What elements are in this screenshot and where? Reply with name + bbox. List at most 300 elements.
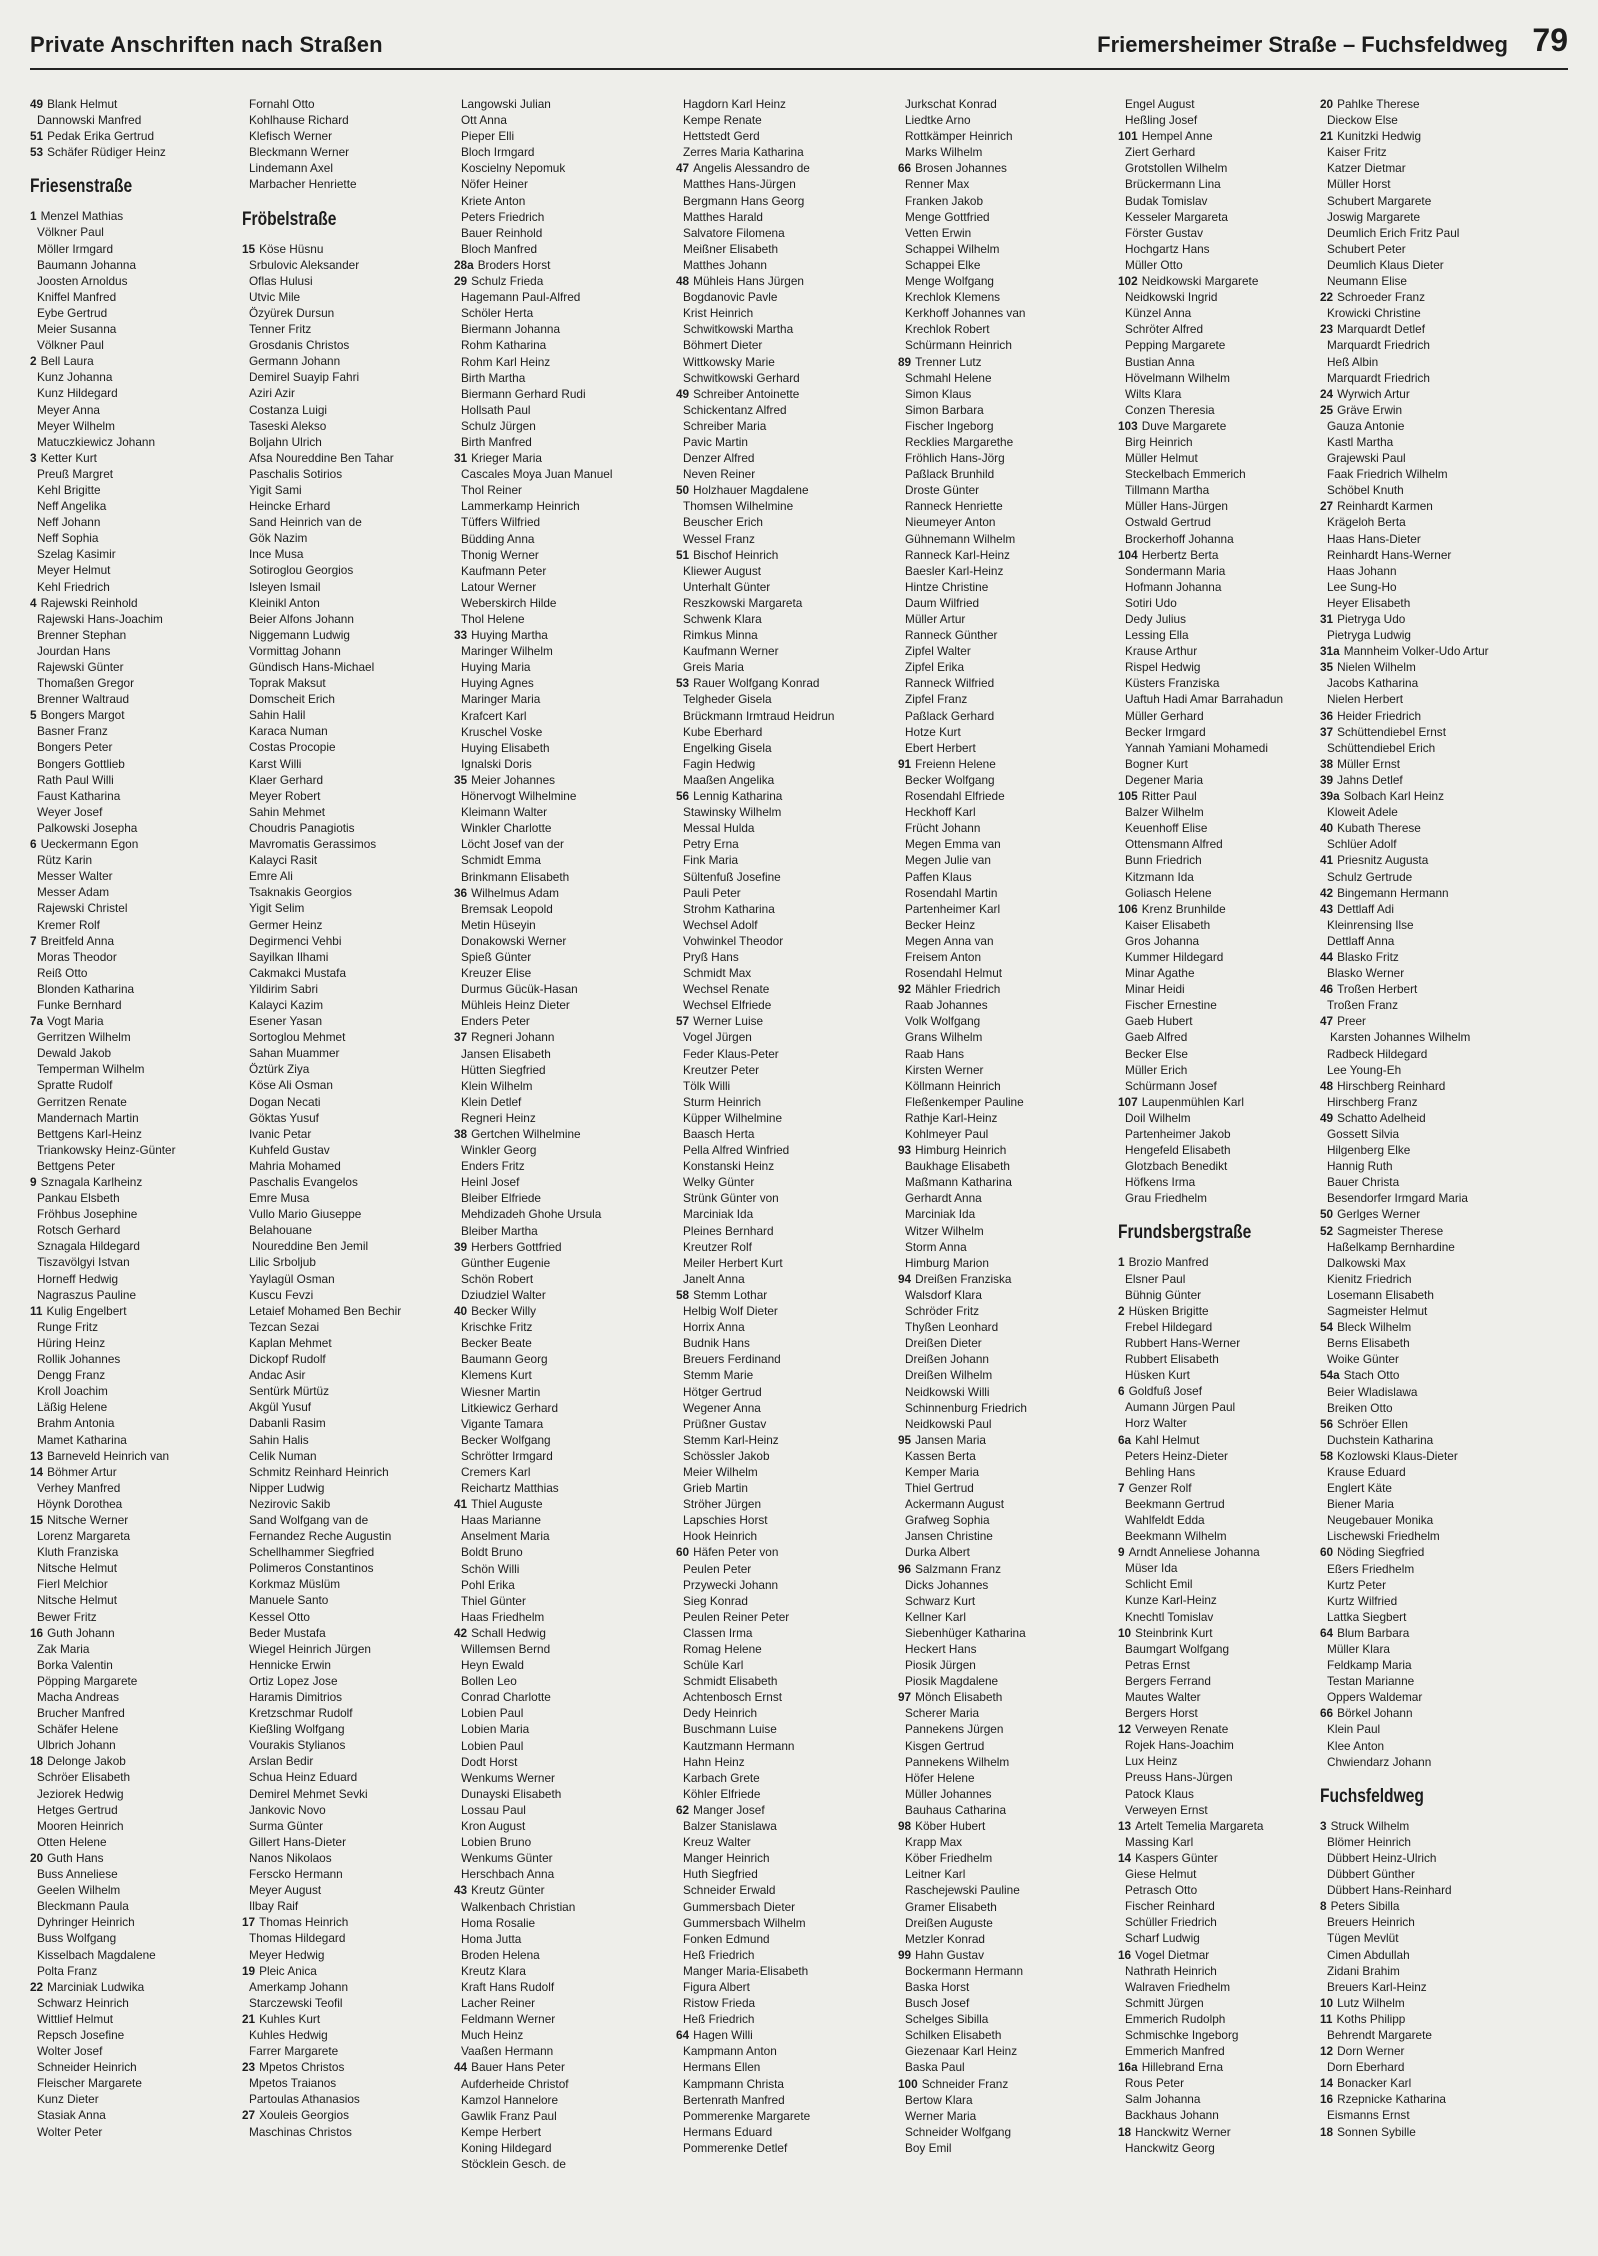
address-entry (242, 2124, 452, 2140)
resident-name: Kurtz Peter (1327, 1577, 1387, 1592)
address-entry (1320, 176, 1530, 192)
resident-name: Simon Klaus (905, 386, 972, 401)
address-entry (1118, 836, 1328, 852)
resident-name: Schinnenburg Friedrich (905, 1400, 1027, 1415)
resident-name: Karst Willi (249, 756, 302, 771)
address-entry (1118, 1866, 1328, 1882)
address-entry (30, 917, 240, 933)
address-entry (30, 498, 240, 514)
address-entry (242, 160, 452, 176)
address-entry (1118, 579, 1328, 595)
resident-name: Schüttendiebel Erich (1327, 740, 1436, 755)
address-entry (1118, 386, 1328, 402)
resident-name: Rispel Hedwig (1125, 660, 1201, 675)
resident-name: Müller Otto (1125, 257, 1183, 272)
resident-name: Petras Ernst (1125, 1657, 1190, 1672)
address-entry (898, 691, 1108, 707)
address-entry (1118, 128, 1328, 144)
address-entry (242, 723, 452, 739)
house-number: 40 (1320, 821, 1334, 836)
address-entry (1320, 1367, 1530, 1383)
address-entry (1320, 434, 1530, 450)
address-entry (454, 450, 664, 466)
house-number: 12 (1118, 1722, 1132, 1737)
address-entry (1320, 1657, 1530, 1673)
house-number: 43 (1320, 901, 1334, 916)
address-entry (242, 1609, 452, 1625)
address-entry (1320, 1239, 1530, 1255)
address-entry (1118, 1158, 1328, 1174)
address-entry (30, 369, 240, 385)
address-entry (898, 1287, 1108, 1303)
address-entry (1118, 1415, 1328, 1431)
address-entry (676, 1013, 886, 1029)
resident-name: Yaylagül Osman (249, 1271, 335, 1286)
address-entry (676, 1255, 886, 1271)
resident-name: Arndt Anneliese Johanna (1128, 1545, 1260, 1560)
resident-name: Dannowski Manfred (37, 113, 142, 128)
resident-name: Kliewer August (683, 563, 762, 578)
address-entry (454, 885, 664, 901)
house-number: 5 (30, 708, 37, 723)
resident-name: Neidkowski Margarete (1141, 274, 1259, 289)
resident-name: Kreutz Günter (471, 1883, 545, 1898)
resident-name: Köber Friedhelm (905, 1851, 993, 1866)
house-number: 53 (676, 676, 690, 691)
resident-name: Birg Heinrich (1125, 434, 1193, 449)
resident-name: Schröer Elisabeth (37, 1770, 131, 1785)
resident-name: Karsten Johannes Wilhelm (1330, 1030, 1471, 1045)
resident-name: Menge Gottfried (905, 209, 990, 224)
house-number: 33 (454, 628, 468, 643)
address-entry (454, 2027, 664, 2043)
address-entry (676, 257, 886, 273)
resident-name: Siebenhüger Katharina (905, 1625, 1026, 1640)
resident-name: Schneider Franz (921, 2076, 1009, 2091)
address-entry (30, 1061, 240, 1077)
resident-name: Homa Jutta (461, 1931, 522, 1946)
address-entry (898, 804, 1108, 820)
resident-name: Bauer Hans Peter (471, 2060, 565, 2075)
resident-name: Vaaßen Hermann (461, 2044, 554, 2059)
resident-name: Kaufmann Peter (461, 563, 547, 578)
address-entry (454, 386, 664, 402)
resident-name: Degirmenci Vehbi (249, 933, 342, 948)
address-entry (676, 1512, 886, 1528)
resident-name: Ebert Herbert (905, 740, 976, 755)
resident-name: Sahin Halis (249, 1432, 309, 1447)
resident-name: Müller Ernst (1337, 756, 1401, 771)
resident-name: Ignalski Doris (461, 756, 532, 771)
address-entry (242, 836, 452, 852)
resident-name: Thol Reiner (461, 483, 522, 498)
resident-name: Nezirovic Sakib (249, 1496, 331, 1511)
resident-name: Fornahl Otto (249, 97, 315, 111)
house-number: 31 (454, 451, 468, 466)
house-number: 100 (898, 2076, 918, 2091)
address-entry (454, 659, 664, 675)
address-entry (898, 2011, 1108, 2027)
resident-name: Schürmann Josef (1125, 1078, 1217, 1093)
resident-name: Kastl Martha (1327, 434, 1394, 449)
resident-name: Dyhringer Heinrich (37, 1915, 135, 1930)
resident-name: Kuhfeld Gustav (249, 1142, 330, 1157)
address-entry (242, 418, 452, 434)
resident-name: Yigit Selim (249, 901, 305, 916)
address-entry (454, 2059, 664, 2075)
address-entry (1320, 112, 1530, 128)
address-entry (454, 1577, 664, 1593)
address-entry (30, 305, 240, 321)
page-header (30, 22, 1568, 70)
address-entry (30, 691, 240, 707)
address-entry (898, 1400, 1108, 1416)
resident-name: Pöpping Margarete (37, 1673, 138, 1688)
resident-name: Kehl Friedrich (37, 579, 110, 594)
resident-name: Reinhardt Hans-Werner (1327, 547, 1452, 562)
address-entry (1118, 659, 1328, 675)
resident-name: Franken Jakob (905, 193, 984, 208)
resident-name: Wilts Klara (1125, 386, 1182, 401)
resident-name: Preuss Hans-Jürgen (1125, 1770, 1233, 1785)
resident-name: Müller Hans-Jürgen (1125, 499, 1228, 514)
address-entry (30, 1914, 240, 1930)
address-entry (676, 627, 886, 643)
resident-name: Brockerhoff Johanna (1125, 531, 1234, 546)
address-entry (1118, 434, 1328, 450)
address-entry (454, 1738, 664, 1754)
resident-name: Scherer Maria (905, 1706, 980, 1721)
address-entry (242, 1061, 452, 1077)
address-entry (242, 1898, 452, 1914)
resident-name: Baumann Johanna (37, 257, 137, 272)
address-entry (454, 1416, 664, 1432)
resident-name: Kaplan Mehmet (249, 1335, 332, 1350)
address-entry (898, 1882, 1108, 1898)
resident-name: Rütz Karin (37, 853, 93, 868)
address-entry (242, 2091, 452, 2107)
address-entry (1320, 1914, 1530, 1930)
resident-name: Kuscu Fevzi (249, 1287, 314, 1302)
address-entry (1118, 1367, 1328, 1383)
resident-name: Lessing Ella (1125, 628, 1189, 643)
address-entry (676, 563, 886, 579)
resident-name: Mühleis Hans Jürgen (693, 274, 804, 289)
address-entry (898, 1947, 1108, 1963)
resident-name: Gawlik Franz Paul (461, 2108, 557, 2123)
resident-name: Engel August (1125, 97, 1195, 111)
resident-name: Arslan Bedir (249, 1754, 314, 1769)
address-entry (242, 756, 452, 772)
resident-name: Simon Barbara (905, 402, 984, 417)
resident-name: Tiszavölgyi Istvan (37, 1255, 130, 1270)
resident-name: Kessel Otto (249, 1609, 310, 1624)
resident-name: Solbach Karl Heinz (1343, 789, 1445, 804)
address-entry (676, 1287, 886, 1303)
address-entry (242, 1866, 452, 1882)
resident-name: Meyer Helmut (37, 563, 111, 578)
resident-name: Baukhage Elisabeth (905, 1159, 1010, 1174)
address-entry (454, 466, 664, 482)
house-number: 24 (1320, 386, 1334, 401)
address-entry (30, 1689, 240, 1705)
resident-name: Messer Adam (37, 885, 110, 900)
resident-name: Heß Friedrich (683, 1947, 755, 1962)
address-entry (242, 1335, 452, 1351)
resident-name: Lattka Siegbert (1327, 1609, 1407, 1624)
address-entry (676, 611, 886, 627)
address-entry (676, 1223, 886, 1239)
address-entry (30, 1882, 240, 1898)
address-entry (1118, 1351, 1328, 1367)
address-entry (242, 1415, 452, 1431)
resident-name: Baska Horst (905, 1979, 970, 1994)
resident-name: Noureddine Ben Jemil (252, 1239, 369, 1254)
resident-name: Schäfer Rüdiger Heinz (47, 145, 166, 160)
address-entry (898, 1641, 1108, 1657)
resident-name: Raab Johannes (905, 998, 988, 1013)
resident-name: Oppers Waldemar (1327, 1690, 1423, 1705)
house-number: 36 (454, 885, 468, 900)
address-entry (898, 209, 1108, 225)
resident-name: Walkenbach Christian (461, 1899, 576, 1914)
resident-name: Rous Peter (1125, 2076, 1185, 2091)
resident-name: Dicks Johannes (905, 1577, 989, 1592)
address-entry (898, 1512, 1108, 1528)
resident-name: Köse Ali Osman (249, 1078, 333, 1093)
resident-name: Krause Eduard (1327, 1464, 1406, 1479)
resident-name: Steckelbach Emmerich (1125, 467, 1246, 482)
address-entry (242, 2027, 452, 2043)
resident-name: Willemsen Bernd (461, 1642, 551, 1656)
address-entry (242, 997, 452, 1013)
resident-name: Mönch Elisabeth (915, 1690, 1003, 1705)
address-entry (1118, 402, 1328, 418)
address-entry (1320, 1029, 1530, 1045)
address-entry (242, 1142, 452, 1158)
resident-name: Nathrath Heinrich (1125, 1963, 1217, 1978)
address-entry (1118, 852, 1328, 868)
resident-name: Schmitt Jürgen (1125, 1995, 1204, 2010)
resident-name: Kellner Karl (905, 1609, 966, 1624)
address-entry (676, 1464, 886, 1480)
address-entry (676, 1689, 886, 1705)
resident-name: Esener Yasan (249, 1014, 323, 1029)
resident-name: Gummersbach Wilhelm (683, 1915, 806, 1930)
resident-name: Haramis Dimitrios (249, 1690, 343, 1704)
resident-name: Boy Emil (905, 2140, 952, 2155)
address-entry (454, 2043, 664, 2059)
address-entry (454, 1593, 664, 1609)
resident-name: Fischer Reinhard (1125, 1899, 1215, 1914)
resident-name: Hagemann Paul-Alfred (461, 290, 581, 305)
resident-name: Emre Ali (249, 869, 293, 884)
resident-name: Bleckmann Werner (249, 145, 350, 160)
resident-name: Schwarz Heinrich (37, 1995, 129, 2010)
resident-name: Lobien Paul (461, 1738, 524, 1753)
address-entry (676, 1190, 886, 1206)
address-entry (454, 2011, 664, 2027)
resident-name: Bergmann Hans Georg (683, 193, 805, 208)
address-entry (30, 1335, 240, 1351)
address-entry (898, 1158, 1108, 1174)
resident-name: Hotze Kurt (905, 724, 961, 739)
address-entry (1320, 1689, 1530, 1705)
address-entry (1118, 917, 1328, 933)
resident-name: Kemper Maria (905, 1464, 980, 1479)
address-entry (898, 289, 1108, 305)
resident-name: Hagen Willi (693, 2028, 753, 2043)
resident-name: Budak Tomislav (1125, 193, 1208, 208)
address-entry (676, 1416, 886, 1432)
address-entry (454, 160, 664, 176)
address-entry (30, 1576, 240, 1592)
resident-name: Gündisch Hans-Michael (249, 660, 375, 674)
address-entry (676, 1947, 886, 1963)
address-entry (454, 1834, 664, 1850)
address-entry (30, 595, 240, 611)
address-entry (898, 1754, 1108, 1770)
resident-name: Spieß Günter (461, 949, 532, 964)
address-entry (454, 1335, 664, 1351)
resident-name: Minar Agathe (1125, 966, 1195, 981)
address-entry (242, 402, 452, 418)
address-entry (30, 1351, 240, 1367)
address-entry (242, 1850, 452, 1866)
address-entry (454, 1255, 664, 1271)
address-entry (242, 2075, 452, 2091)
resident-name: Becker Beate (461, 1336, 532, 1351)
address-entry (454, 1544, 664, 1560)
house-number: 13 (1118, 1818, 1132, 1833)
resident-name: Stemm Marie (683, 1368, 754, 1383)
resident-name: Temperman Wilhelm (37, 1062, 145, 1077)
resident-name: Haßelkamp Bernhardine (1327, 1239, 1455, 1254)
address-entry (242, 1689, 452, 1705)
address-entry (242, 1190, 452, 1206)
resident-name: Behling Hans (1125, 1464, 1196, 1479)
resident-name: Freienn Helene (915, 756, 996, 771)
resident-name: Meißner Elisabeth (683, 241, 779, 256)
address-entry (454, 804, 664, 820)
resident-name: Kron August (461, 1819, 526, 1834)
resident-name: Peulen Peter (683, 1561, 752, 1576)
address-entry (1320, 1206, 1530, 1222)
resident-name: Herbertz Berta (1141, 547, 1219, 562)
resident-name: Manger Maria-Elisabeth (683, 1963, 809, 1978)
resident-name: Meier Johannes (471, 772, 556, 787)
address-entry (242, 1802, 452, 1818)
address-entry (1320, 627, 1530, 643)
address-entry (676, 1673, 886, 1689)
resident-name: Huying Agnes (461, 676, 534, 691)
resident-name: Dreißen Johann (905, 1352, 989, 1367)
resident-name: Pietryga Ludwig (1327, 628, 1411, 643)
resident-name: Bleckmann Paula (37, 1899, 129, 1914)
address-entry (1320, 1142, 1530, 1158)
address-entry (242, 1818, 452, 1834)
resident-name: Conzen Theresia (1125, 402, 1215, 417)
resident-name: Schön Robert (461, 1271, 534, 1286)
address-entry (1118, 1673, 1328, 1689)
resident-name: Schürmann Heinrich (905, 338, 1012, 353)
resident-name: Dreißen Franziska (915, 1271, 1012, 1286)
resident-name: Dunayski Elisabeth (461, 1786, 562, 1801)
resident-name: Zipfel Erika (905, 660, 965, 675)
address-entry (1320, 1271, 1530, 1287)
resident-name: Petry Erna (683, 837, 739, 852)
resident-name: Sand Wolfgang van de (249, 1512, 369, 1527)
address-entry (676, 1657, 886, 1673)
resident-name: Sültenfuß Josefine (683, 869, 781, 884)
house-number: 38 (1320, 756, 1334, 771)
resident-name: Sayilkan Ilhami (249, 949, 329, 964)
resident-name: Pohl Erika (461, 1577, 515, 1592)
address-entry (898, 756, 1108, 772)
resident-name: Dickopf Rudolf (249, 1352, 326, 1367)
resident-name: Schulz Jürgen (461, 418, 536, 433)
resident-name: Storm Anna (905, 1239, 967, 1254)
resident-name: Mautes Walter (1125, 1690, 1201, 1704)
resident-name: Schlüer Adolf (1327, 837, 1397, 852)
address-entry (898, 1367, 1108, 1383)
resident-name: Metzler Konrad (905, 1931, 985, 1946)
resident-name: Frebel Hildegard (1125, 1319, 1213, 1334)
resident-name: Eybe Gertrud (37, 305, 108, 320)
resident-name: Neff Johann (37, 515, 101, 530)
address-entry (898, 611, 1108, 627)
resident-name: Pauli Peter (683, 885, 741, 900)
resident-name: Ostwald Gertrud (1125, 515, 1211, 530)
resident-name: Germer Heinz (249, 917, 323, 932)
resident-name: Becker Willy (471, 1304, 537, 1319)
address-entry (454, 1448, 664, 1464)
house-number: 16a (1118, 2060, 1138, 2075)
address-entry (898, 1963, 1108, 1979)
resident-name: Völkner Paul (37, 338, 104, 353)
house-number: 16 (30, 1625, 44, 1640)
resident-name: Wiesner Martin (461, 1384, 541, 1399)
column-6 (1118, 96, 1328, 2156)
address-entry (898, 2108, 1108, 2124)
resident-name: Fröhbus Josephine (37, 1207, 138, 1222)
address-entry (676, 1544, 886, 1560)
address-entry (30, 1512, 240, 1528)
resident-name: Dettlaff Adi (1337, 901, 1394, 916)
resident-name: Hook Heinrich (683, 1529, 758, 1544)
address-entry (454, 337, 664, 353)
resident-name: Pedak Erika Gertrud (47, 129, 154, 144)
address-entry (898, 193, 1108, 209)
resident-name: Sahin Halil (249, 708, 306, 723)
address-entry (676, 1062, 886, 1078)
address-entry (454, 1078, 664, 1094)
address-entry (1118, 643, 1328, 659)
resident-name: Mehdizadeh Ghohe Ursula (461, 1207, 602, 1222)
resident-name: Schelges Sibilla (905, 2012, 989, 2027)
resident-name: Fierl Melchior (37, 1577, 108, 1592)
resident-name: Meyer Wilhelm (37, 418, 115, 433)
address-entry (242, 611, 452, 627)
address-entry (242, 96, 452, 112)
address-entry (676, 2076, 886, 2092)
address-entry (1320, 1609, 1530, 1625)
address-entry (242, 305, 452, 321)
resident-name: Troßen Franz (1327, 998, 1399, 1013)
resident-name: Peters Friedrich (461, 209, 545, 224)
address-entry (242, 257, 452, 273)
address-entry (898, 788, 1108, 804)
